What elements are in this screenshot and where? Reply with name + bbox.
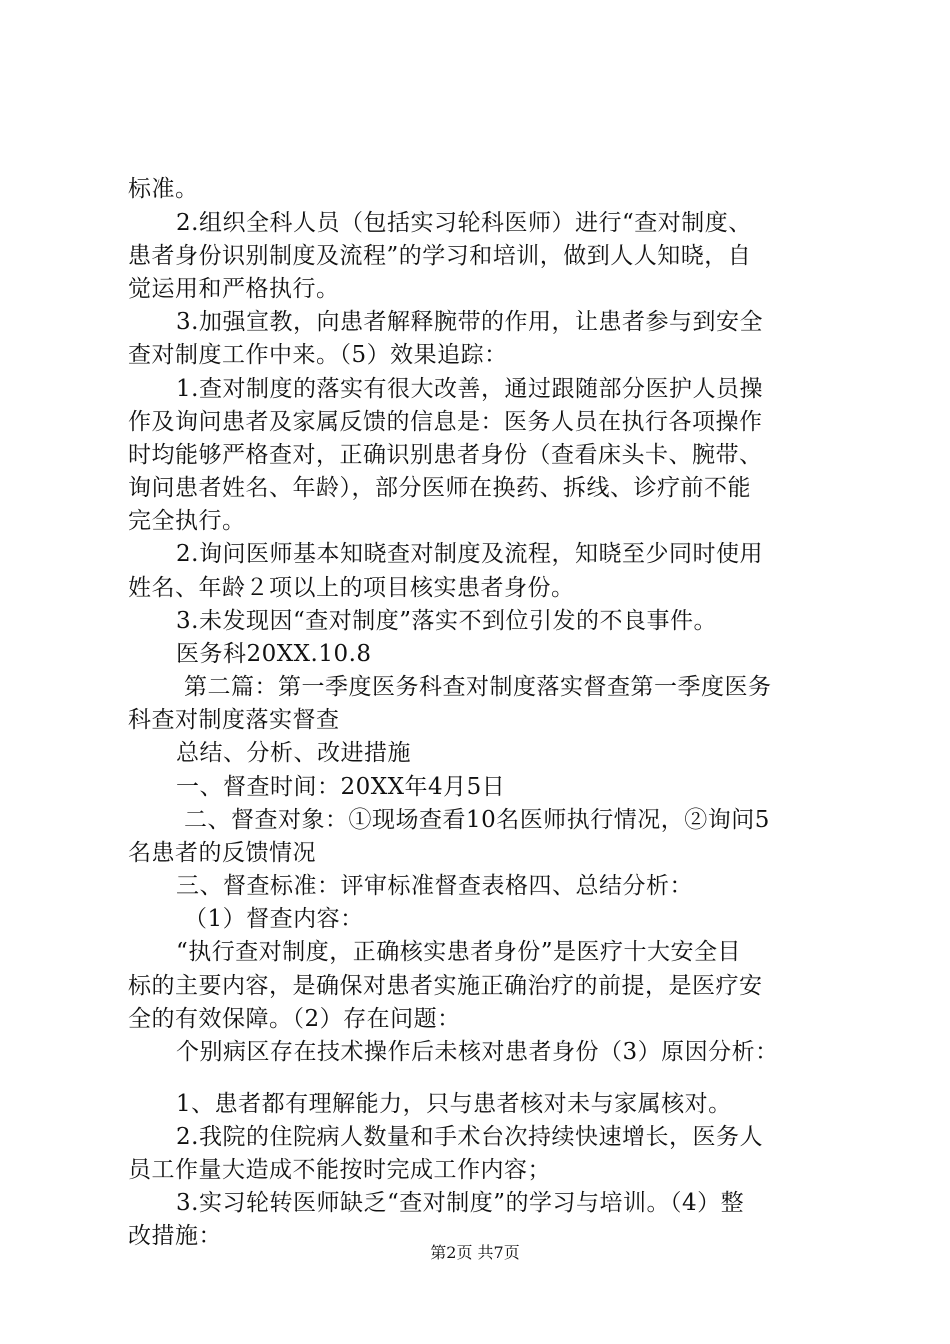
text-line: 时均能够严格查对，正确识别患者身份（查看床头卡、腕带、 xyxy=(128,442,763,468)
text-line: 2.组织全科人员（包括实习轮科医师）进行“查对制度、 xyxy=(176,210,752,236)
text-line: 标准。 xyxy=(128,176,199,202)
text-line: 标的主要内容，是确保对患者实施正确治疗的前提，是医疗安 xyxy=(128,973,763,999)
text-line: 改措施： xyxy=(128,1223,222,1249)
text-line: 1.查对制度的落实有很大改善，通过跟随部分医护人员操 xyxy=(176,376,763,402)
text-line: 1、患者都有理解能力，只与患者核对未与家属核对。 xyxy=(176,1091,732,1117)
text-line: 二、督查对象：①现场查看10名医师执行情况，②询问5 xyxy=(184,807,770,833)
text-line: 作及询问患者及家属反馈的信息是：医务人员在执行各项操作 xyxy=(128,409,763,435)
text-line: 个别病区存在技术操作后未核对患者身份（3）原因分析： xyxy=(176,1039,779,1065)
text-line: 查对制度工作中来。（5）效果追踪： xyxy=(128,342,508,368)
page-number-footer: 第2页 共7页 xyxy=(430,1243,520,1262)
text-line: 全的有效保障。（2）存在问题： xyxy=(128,1006,461,1032)
text-line: 三、督查标准：评审标准督查表格四、总结分析： xyxy=(176,873,693,899)
text-line: 员工作量大造成不能按时完成工作内容； xyxy=(128,1157,551,1183)
text-line: 2.询问医师基本知晓查对制度及流程，知晓至少同时使用 xyxy=(176,541,763,567)
text-line: 名患者的反馈情况 xyxy=(128,840,316,866)
text-line: 第二篇：第一季度医务科查对制度落实督查第一季度医务 xyxy=(184,674,772,700)
text-line: 医务科20XX.10.8 xyxy=(176,641,372,667)
text-line: 3.实习轮转医师缺乏“查对制度”的学习与培训。（4）整 xyxy=(176,1190,745,1216)
text-line: 一、督查时间：20XX年4月5日 xyxy=(176,774,506,800)
text-line: 3.加强宣教，向患者解释腕带的作用，让患者参与到安全 xyxy=(176,309,763,335)
text-line: 患者身份识别制度及流程”的学习和培训，做到人人知晓，自 xyxy=(128,243,752,269)
text-line: 3.未发现因“查对制度”落实不到位引发的不良事件。 xyxy=(176,608,717,634)
text-line: 完全执行。 xyxy=(128,508,246,534)
text-line: 觉运用和严格执行。 xyxy=(128,276,340,302)
text-line: （1）督查内容： xyxy=(184,906,364,932)
text-line: 2.我院的住院病人数量和手术台次持续快速增长，医务人 xyxy=(176,1124,763,1150)
text-line: 总结、分析、改进措施 xyxy=(176,740,411,766)
text-line: “执行查对制度，正确核实患者身份”是医疗十大安全目 xyxy=(176,939,742,965)
text-line: 科查对制度落实督查 xyxy=(128,707,340,733)
text-line: 询问患者姓名、年龄），部分医师在换药、拆线、诊疗前不能 xyxy=(128,475,751,501)
text-line: 姓名、年龄２项以上的项目核实患者身份。 xyxy=(128,575,575,601)
